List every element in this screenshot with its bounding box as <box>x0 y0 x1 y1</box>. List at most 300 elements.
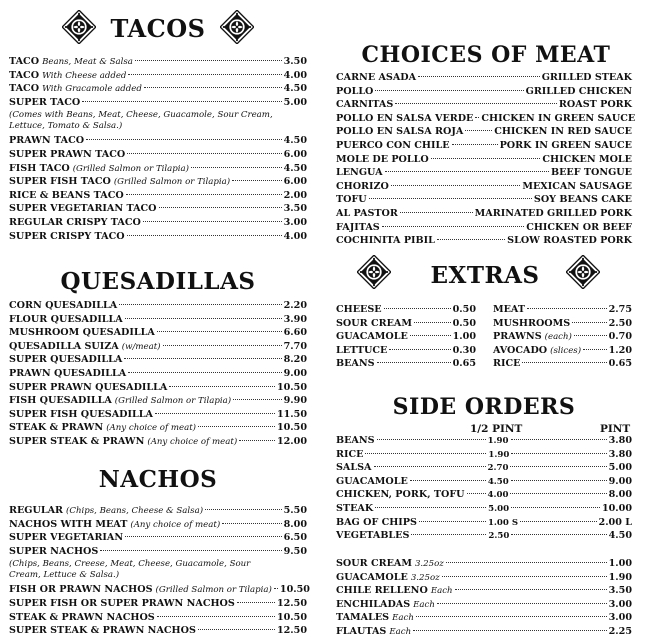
menu-item-row <box>9 518 307 532</box>
item-price: 3.50 <box>283 203 307 215</box>
dot-leader <box>128 372 281 373</box>
dot-leader <box>511 507 600 508</box>
item-price: 4.00 <box>283 230 307 242</box>
pint-price: 2.00 L <box>598 516 632 528</box>
item-price: 2.20 <box>283 300 307 311</box>
item-price: 6.60 <box>283 327 307 339</box>
dot-leader <box>414 322 451 323</box>
item-name: FISH QUESADILLA <box>9 395 112 407</box>
menu-item-row <box>336 85 632 99</box>
item-price: 5.00 <box>283 96 307 108</box>
menu-item-row <box>336 488 632 502</box>
dot-leader <box>455 589 607 590</box>
dot-leader <box>82 101 281 102</box>
pint-price: 3.80 <box>608 448 632 460</box>
menu-item-row <box>9 82 307 96</box>
item-price: 4.50 <box>283 83 307 95</box>
menu-item-row <box>493 317 632 331</box>
pint-price: 10.00 <box>601 502 632 514</box>
menu-item-row <box>9 299 307 313</box>
dot-leader <box>198 426 275 427</box>
item-name: ENCHILADAS <box>336 598 411 610</box>
menu-item-row <box>9 504 307 518</box>
dot-leader <box>419 521 486 522</box>
item-name: SUPER VEGETARIAN <box>9 532 124 544</box>
dot-leader <box>437 603 607 604</box>
tile-ornament-icon <box>62 10 96 44</box>
item-description: (Grilled Salmon or Tilapia) <box>155 585 272 596</box>
dot-leader <box>418 76 540 77</box>
item-description: (Grilled Salmon or Tilapia) <box>72 163 190 174</box>
item-price: 12.50 <box>276 597 307 609</box>
dot-leader <box>375 507 486 508</box>
dot-leader <box>511 534 606 535</box>
dot-leader <box>377 362 451 363</box>
menu-item-row <box>336 357 476 371</box>
item-price: 0.65 <box>608 358 632 370</box>
menu-item-row <box>336 207 632 221</box>
item-name: FAJITAS <box>336 221 380 233</box>
menu-item-row <box>9 381 307 395</box>
item-price: 3.50 <box>608 585 632 597</box>
dot-leader <box>169 386 275 387</box>
item-price: 10.50 <box>279 584 310 596</box>
menu-item-row <box>9 175 307 189</box>
menu-item-row <box>336 571 632 585</box>
dot-leader <box>389 349 450 350</box>
menu-item-row <box>9 55 307 69</box>
item-name: QUESADILLA SUIZA <box>9 340 119 352</box>
item-price: 10.50 <box>276 611 307 623</box>
menu-item-row <box>336 221 632 235</box>
menu-item-row <box>336 317 476 331</box>
item-name: FLOUR QUESADILLA <box>9 313 123 325</box>
item-price: 4.50 <box>283 135 307 147</box>
item-name: NACHOS WITH MEAT <box>9 518 128 530</box>
meats-list <box>336 71 636 248</box>
dot-leader <box>198 629 275 630</box>
item-description: (slices) <box>550 345 582 356</box>
menu-item-row <box>336 330 476 344</box>
item-name: LENGUA <box>336 167 383 179</box>
pint-price: 3.80 <box>608 435 632 446</box>
item-name: PRAWN QUESADILLA <box>9 367 127 379</box>
dot-leader <box>446 562 607 563</box>
item-price: 12.00 <box>276 435 307 447</box>
menu-item-row <box>336 98 632 112</box>
item-price: 1.90 <box>608 571 632 583</box>
dot-leader <box>232 180 281 181</box>
menu-item-row <box>336 125 632 139</box>
item-name: SUPER FISH TACO <box>9 176 111 188</box>
item-name: RICE <box>493 358 521 370</box>
item-name: SOUR CREAM <box>336 317 412 329</box>
item-name: SUPER QUESADILLA <box>9 354 123 366</box>
dot-leader <box>410 480 486 481</box>
menu-item-row <box>336 180 632 194</box>
dot-leader <box>413 630 607 631</box>
half-pint-price: 2.70 <box>487 463 509 474</box>
item-price: 8.00 <box>283 518 307 530</box>
menu-item-row <box>9 597 307 611</box>
tile-ornament-icon <box>357 255 391 289</box>
dot-leader <box>400 212 473 213</box>
item-name: RICE & BEANS TACO <box>9 189 124 201</box>
item-name: STEAK <box>336 502 374 514</box>
dot-leader <box>157 616 275 617</box>
item-name: REGULAR CRISPY TACO <box>9 216 141 228</box>
dot-leader <box>431 158 541 159</box>
item-name: TACO <box>9 69 40 81</box>
dot-leader <box>437 239 505 240</box>
dot-leader <box>377 439 486 440</box>
menu-item-row <box>9 340 307 354</box>
side-orders-heading: SIDE ORDERS <box>392 394 576 420</box>
menu-item-row <box>9 435 307 449</box>
menu-item-row <box>336 234 632 248</box>
menu-item-row <box>336 166 632 180</box>
half-pint-price: 1.90 <box>487 436 509 446</box>
item-translation: MEXICAN SAUSAGE <box>522 180 632 192</box>
dot-leader <box>411 534 486 535</box>
pint-price: 8.00 <box>608 489 632 501</box>
item-price: 8.20 <box>283 354 307 366</box>
item-translation: BEEF TONGUE <box>550 167 632 179</box>
dot-leader <box>375 90 523 91</box>
item-translation: GRILLED STEAK <box>541 72 632 83</box>
dot-leader <box>135 60 282 61</box>
menu-item-row <box>9 367 307 381</box>
item-description: (Any choice of meat) <box>106 423 197 434</box>
item-name: BEANS <box>336 435 375 446</box>
dot-leader <box>126 194 282 195</box>
half-pint-price: 1.00 S <box>487 517 519 528</box>
item-name: SUPER FISH OR SUPER PRAWN NACHOS <box>9 597 235 609</box>
item-price: 9.50 <box>283 545 307 557</box>
dot-leader <box>572 322 606 323</box>
item-name: BEANS <box>336 358 375 370</box>
item-name: POLLO EN SALSA ROJA <box>336 126 464 138</box>
dot-leader <box>391 185 520 186</box>
pint-price: 4.50 <box>608 530 632 542</box>
item-name: AL PASTOR <box>336 207 398 219</box>
extras-right-list <box>493 303 632 371</box>
item-name: AVOCADO <box>493 344 548 356</box>
side-orders-list <box>336 434 632 543</box>
dot-leader <box>442 576 607 577</box>
item-price: 9.00 <box>283 367 307 379</box>
item-description: Each <box>392 613 414 624</box>
item-description: Each <box>389 626 412 637</box>
item-name: MEAT <box>493 304 525 315</box>
menu-item-row <box>336 303 476 317</box>
dot-leader <box>583 349 607 350</box>
dot-leader <box>143 221 282 222</box>
item-name: CORN QUESADILLA <box>9 300 118 311</box>
item-price: 5.50 <box>283 505 307 516</box>
dot-leader <box>385 171 549 172</box>
item-price: 11.50 <box>276 408 307 420</box>
menu-item-row <box>9 202 307 216</box>
item-translation: CHICKEN IN RED SAUCE <box>494 126 632 138</box>
item-translation: MARINATED GRILLED PORK <box>474 207 632 219</box>
dot-leader <box>475 117 479 118</box>
item-price: 0.70 <box>608 331 632 343</box>
dot-leader <box>522 362 606 363</box>
menu-item-row <box>336 625 632 639</box>
dot-leader <box>274 588 278 589</box>
menu-item-row <box>336 193 632 207</box>
tacos-heading: TACOS <box>110 14 206 43</box>
item-name: SUPER STEAK & PRAWN <box>9 435 145 447</box>
item-price: 6.50 <box>283 532 307 544</box>
item-translation: CHICKEN MOLE <box>542 153 632 165</box>
super-taco-note: (Comes with Beans, Meat, Cheese, Guacamole, Sour Cream, Lettuce, Tomato & Salsa.) <box>9 110 273 132</box>
item-price: 3.00 <box>283 216 307 228</box>
item-description: (each) <box>544 332 572 343</box>
menu-item-row <box>336 434 632 448</box>
item-name: SUPER FISH QUESADILLA <box>9 408 153 420</box>
item-price: 12.50 <box>276 625 307 637</box>
item-name: RICE <box>336 448 364 460</box>
item-description: (w/meat) <box>121 341 161 352</box>
item-description: 3.25oz <box>414 559 444 569</box>
item-name: SUPER TACO <box>9 96 81 108</box>
item-price: 3.00 <box>608 612 632 624</box>
dot-leader <box>520 521 596 522</box>
item-description: With Gracamole added <box>42 84 142 95</box>
item-price: 1.00 <box>452 331 476 343</box>
extras-left-list <box>336 303 476 371</box>
menu-item-row <box>336 344 476 358</box>
item-price: 10.50 <box>276 422 307 434</box>
item-name: VEGETABLES <box>336 530 410 542</box>
item-name: GUACAMOLE <box>336 571 408 583</box>
half-pint-header: 1/2 PINT <box>470 423 523 435</box>
item-name: PRAWN TACO <box>9 135 85 147</box>
item-price: 1.00 <box>608 558 632 569</box>
item-description: Each <box>413 599 435 610</box>
dot-leader <box>144 87 282 88</box>
item-name: TACO <box>9 83 40 95</box>
item-name: REGULAR <box>9 505 64 516</box>
half-pint-price: 5.00 <box>488 503 510 514</box>
item-price: 2.75 <box>608 304 632 315</box>
dot-leader <box>237 602 275 603</box>
menu-item-row <box>493 330 632 344</box>
item-price: 4.50 <box>283 162 307 174</box>
menu-item-row <box>9 313 307 327</box>
item-price: 9.90 <box>283 395 307 407</box>
half-pint-price: 2.50 <box>488 531 510 542</box>
item-description: Beans, Meat & Salsa <box>42 57 133 67</box>
item-price: 0.50 <box>452 304 476 315</box>
item-name: BAG OF CHIPS <box>336 516 417 528</box>
item-name: TACO <box>9 56 40 67</box>
tacos-list <box>9 55 307 243</box>
item-name: FLAUTAS <box>336 625 387 637</box>
dot-leader <box>125 536 281 537</box>
dot-leader <box>222 523 281 524</box>
menu-item-row <box>9 408 307 422</box>
item-price: 0.30 <box>452 344 476 356</box>
menu-item-row <box>493 303 632 317</box>
menu-item-row <box>336 584 632 598</box>
item-name: FISH OR PRAWN NACHOS <box>9 584 153 596</box>
nachos-list <box>9 504 310 638</box>
meats-heading: CHOICES OF MEAT <box>361 42 611 68</box>
dot-leader <box>127 153 281 154</box>
item-price: 4.00 <box>283 69 307 81</box>
tile-ornament-icon <box>220 10 254 44</box>
pint-price: 5.00 <box>608 462 632 474</box>
item-name: GUACAMOLE <box>336 331 408 343</box>
menu-item-row <box>9 134 307 148</box>
dot-leader <box>511 439 607 440</box>
menu-item-row <box>493 357 632 371</box>
item-name: TAMALES <box>336 612 390 624</box>
dot-leader <box>239 440 275 441</box>
item-price: 2.50 <box>608 317 632 329</box>
item-translation: ROAST PORK <box>558 99 632 111</box>
menu-item-row <box>336 529 632 543</box>
item-price: 3.50 <box>283 56 307 67</box>
menu-item-row <box>336 516 632 530</box>
item-name: CARNE ASADA <box>336 72 417 83</box>
menu-item-row <box>336 611 632 625</box>
item-price: 6.00 <box>283 148 307 160</box>
menu-item-row <box>9 611 307 625</box>
dot-leader <box>191 167 282 168</box>
item-price: 7.70 <box>283 340 307 352</box>
menu-item-row <box>9 353 307 367</box>
menu-item-row <box>9 421 307 435</box>
menu-item-row <box>336 139 632 153</box>
menu-item-row <box>336 557 632 571</box>
dot-leader <box>374 466 486 467</box>
dot-leader <box>452 144 498 145</box>
dot-leader <box>369 198 532 199</box>
item-price: 3.90 <box>283 313 307 325</box>
menu-item-row <box>336 502 632 516</box>
menu-item-row <box>336 475 632 489</box>
menu-item-row <box>336 71 632 85</box>
nachos-heading: NACHOS <box>98 466 218 493</box>
item-description: Each <box>430 586 453 597</box>
menu-item-row <box>9 624 307 638</box>
item-description: 3.25oz <box>410 572 440 583</box>
item-name: COCHINITA PIBIL <box>336 235 435 247</box>
item-price: 0.50 <box>452 317 476 329</box>
item-price: 3.00 <box>608 598 632 610</box>
dot-leader <box>510 466 606 467</box>
super-nachos-note: (Chips, Beans, Creese, Meat, Cheese, Guacamole, Sour Cream, Lettuce & Salsa.) <box>9 559 251 581</box>
side-orders-list-2 <box>336 557 632 639</box>
dot-leader <box>100 550 281 551</box>
menu-item-row <box>9 394 307 408</box>
dot-leader <box>119 304 281 305</box>
item-name: FISH TACO <box>9 162 70 174</box>
item-name: SUPER PRAWN TACO <box>9 148 126 160</box>
item-name: SUPER PRAWN QUESADILLA <box>9 381 168 393</box>
tile-ornament-icon <box>566 255 600 289</box>
item-price: 6.00 <box>283 176 307 188</box>
item-name: POLLO <box>336 85 374 97</box>
item-translation: SOY BEANS CAKE <box>533 194 632 206</box>
dot-leader <box>163 345 282 346</box>
item-name: CHICKEN, PORK, TOFU <box>336 489 465 501</box>
dot-leader <box>416 616 607 617</box>
item-translation: SLOW ROASTED PORK <box>507 235 632 247</box>
item-name: MUSHROOMS <box>493 317 571 329</box>
item-name: STEAK & PRAWN <box>9 422 104 434</box>
menu-item-row <box>336 461 632 475</box>
dot-leader <box>127 235 282 236</box>
item-name: STEAK & PRAWN NACHOS <box>9 611 155 623</box>
menu-item-row <box>9 216 307 230</box>
dot-leader <box>159 207 282 208</box>
item-name: LETTUCE <box>336 344 388 356</box>
extras-heading: EXTRAS <box>430 262 540 289</box>
item-name: SUPER STEAK & PRAWN NACHOS <box>9 625 196 637</box>
item-price: 1.20 <box>608 344 632 356</box>
menu-item-row <box>336 153 632 167</box>
pint-price: 9.00 <box>608 475 632 487</box>
item-name: SALSA <box>336 462 372 474</box>
item-description: (Grilled Salmon or Tilapia) <box>114 396 232 407</box>
menu-item-row <box>9 162 307 176</box>
dot-leader <box>128 74 281 75</box>
item-name: PRAWNS <box>493 331 542 343</box>
menu-item-row <box>493 344 632 358</box>
dot-leader <box>465 130 492 131</box>
menu-item-row <box>336 598 632 612</box>
item-price: 2.25 <box>608 625 632 637</box>
item-description: With Cheese added <box>42 70 127 81</box>
dot-leader <box>511 453 606 454</box>
item-name: MOLE DE POLLO <box>336 153 429 165</box>
item-name: CHILE RELLENO <box>336 585 428 597</box>
item-description: (Any choice of meat) <box>147 436 238 447</box>
item-price: 10.50 <box>276 381 307 393</box>
item-price: 2.00 <box>283 189 307 201</box>
pint-header: PINT <box>600 423 631 435</box>
item-description: (Chips, Beans, Cheese & Salsa) <box>66 506 204 516</box>
item-name: SUPER CRISPY TACO <box>9 230 125 242</box>
dot-leader <box>467 493 486 494</box>
item-name: MUSHROOM QUESADILLA <box>9 327 155 339</box>
item-name: GUACAMOLE <box>336 475 408 487</box>
dot-leader <box>86 139 282 140</box>
item-translation: CHICKEN IN GREEN SAUCE <box>481 112 636 124</box>
half-pint-price: 1.90 <box>488 449 510 460</box>
menu-item-row <box>9 230 307 244</box>
item-name: CHORIZO <box>336 180 389 192</box>
dot-leader <box>527 308 607 309</box>
menu-item-row <box>9 189 307 203</box>
dot-leader <box>511 480 607 481</box>
menu-item-row <box>9 326 307 340</box>
item-name: POLLO EN SALSA VERDE <box>336 112 474 124</box>
half-pint-price: 4.50 <box>487 476 509 487</box>
item-name: PUERCO CON CHILE <box>336 139 450 151</box>
quesadillas-heading: QUESADILLAS <box>60 268 256 295</box>
menu-item-row <box>9 69 307 83</box>
dot-leader <box>125 318 282 319</box>
item-name: SUPER NACHOS <box>9 545 99 557</box>
menu-item-row <box>9 583 310 597</box>
item-price: 0.65 <box>452 358 476 370</box>
